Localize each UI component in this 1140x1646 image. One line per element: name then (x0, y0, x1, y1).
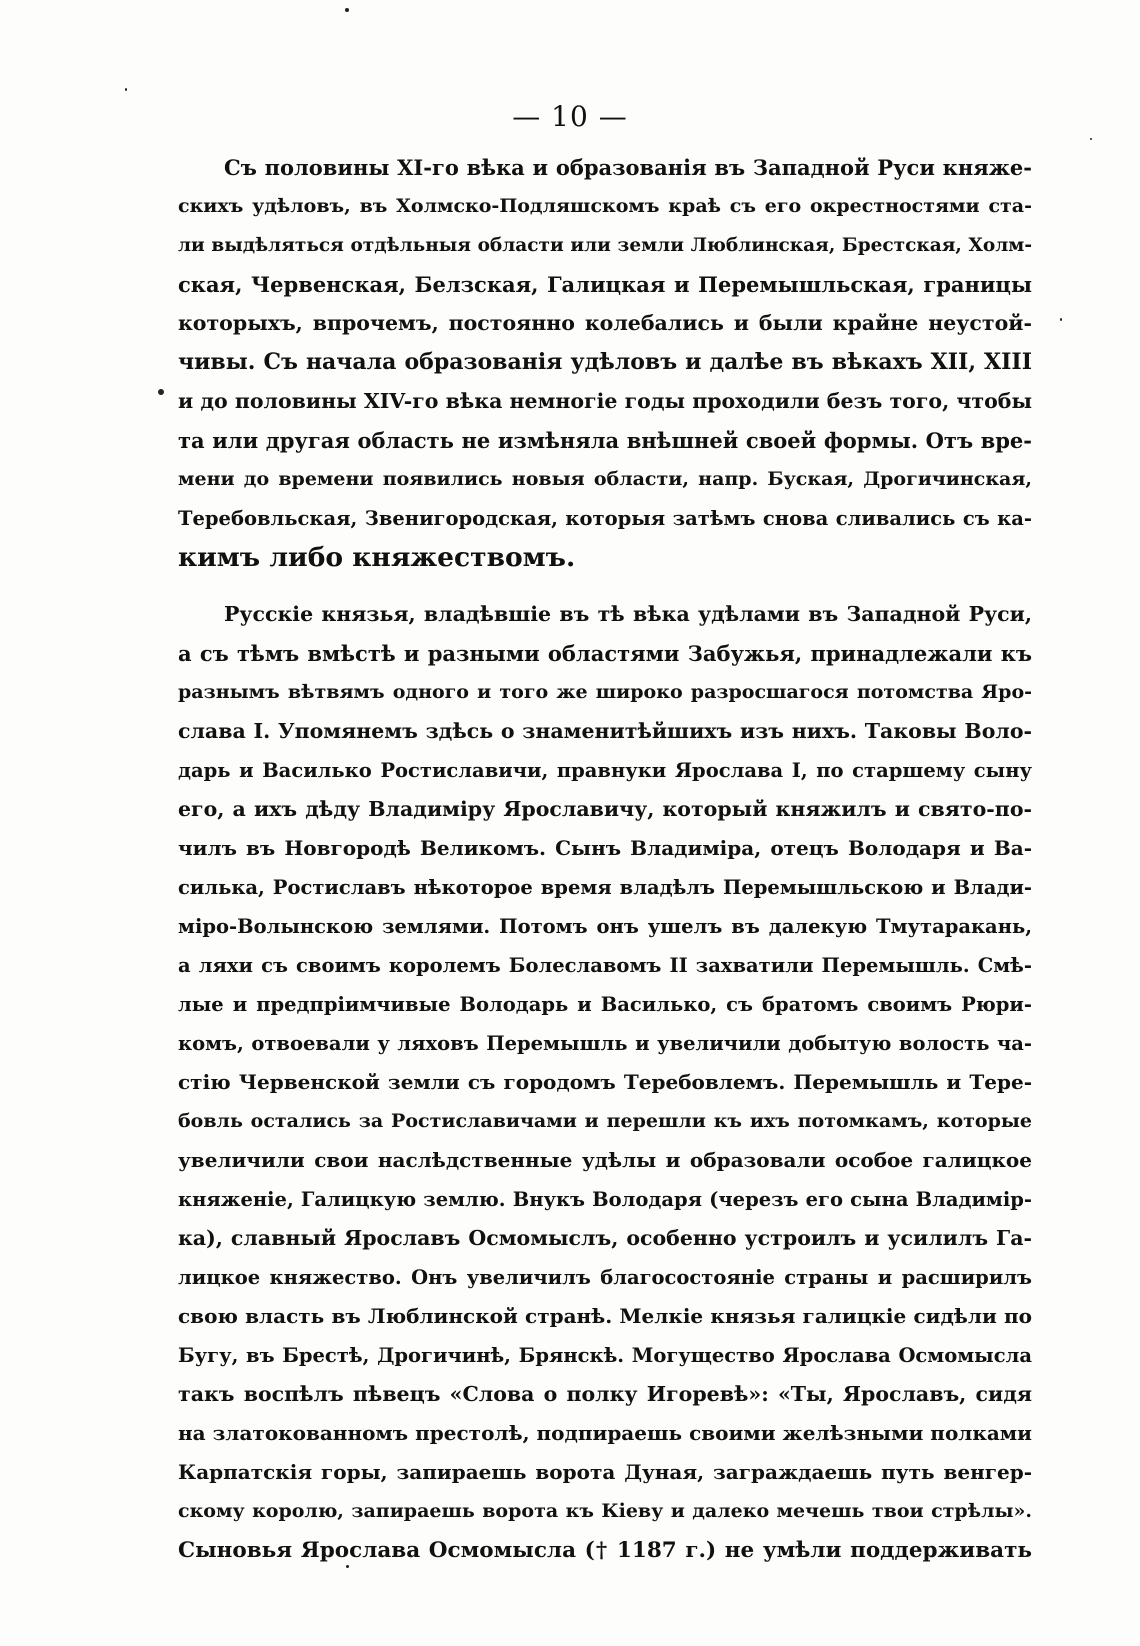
text-line: такъ воспѣлъ пѣвецъ «Слова о полку Игоревѣ»: «Ты, Ярославъ, сидя (178, 1382, 1032, 1406)
text-line: Карпатскія горы, запираешь ворота Дуная, заграждаешь путь венгер- (178, 1460, 1032, 1484)
text-line: ка), славный Ярославъ Осмомыслъ, особенно устроилъ и усилилъ Га- (178, 1226, 1032, 1250)
body-text (178, 148, 1032, 1570)
scan-speck (1060, 318, 1062, 321)
text-line: а ляхи съ своимъ королемъ Болеславомъ II захватили Перемышль. Смѣ- (178, 954, 1032, 977)
text-line: его, а ихъ дѣду Владиміру Ярославичу, который княжилъ и свято-по- (178, 797, 1032, 821)
text-line: чивы. Съ начала образованія удѣловъ и далѣе въ вѣкахъ XII, XIII (178, 349, 1032, 375)
text-line: лые и предпріимчивые Володарь и Василько, съ братомъ своимъ Рюри- (178, 993, 1032, 1016)
text-line: силька, Ростиславъ нѣкоторое время владѣлъ Перемышльскою и Влади- (178, 876, 1032, 899)
text-line: которыхъ, впрочемъ, постоянно колебались и были крайне неустой- (178, 311, 1032, 335)
text-line: комъ, отвоевали у ляховъ Перемышль и увеличили добытую волость ча- (178, 1032, 1032, 1055)
scan-speck (158, 389, 164, 395)
scan-speck (345, 8, 349, 12)
text-line: Съ половины XI-го вѣка и образованія въ Западной Руси княже- (224, 155, 1032, 180)
text-line: слава I. Упомянемъ здѣсь о знаменитѣйшихъ изъ нихъ. Таковы Воло- (178, 719, 1032, 743)
text-line: ская, Червенская, Белзская, Галицкая и Перемышльская, границы (178, 272, 1032, 297)
text-line: Теребовльская, Звенигородская, которыя затѣмъ снова сливались съ ка- (178, 507, 1032, 530)
text-line: Русскіе князья, владѣвшіе въ тѣ вѣка удѣлами въ Западной Руси, (224, 602, 1032, 626)
text-line: лицкое княжество. Онъ увеличилъ благосостояніе страны и расширилъ (178, 1266, 1032, 1289)
text-line: свою власть въ Люблинской странѣ. Мелкіе князья галицкіе сидѣли по (178, 1304, 1032, 1328)
text-line: стію Червенской земли съ городомъ Теребовлемъ. Перемышль и Тере- (178, 1070, 1032, 1094)
text-line: Бугу, въ Брестѣ, Дрогичинѣ, Брянскѣ. Могущество Ярослава Осмомысла (178, 1344, 1032, 1367)
text-line: кимъ либо княжествомъ. (178, 542, 576, 573)
text-line: та или другая область не измѣняла внѣшней своей формы. Отъ вре- (178, 428, 1032, 453)
paragraph (178, 595, 1032, 1570)
text-line: бовль остались за Ростиславичами и перешли къ ихъ потомкамъ, которые (178, 1110, 1032, 1132)
text-line: дарь и Василько Ростиславичи, правнуки Ярослава I, по старшему сыну (178, 759, 1032, 782)
scan-speck (1090, 138, 1092, 140)
text-line: міро-Волынскою землями. Потомъ онъ ушелъ въ далекую Тмутаракань, (178, 915, 1032, 938)
text-line: мени до времени появились новыя области, напр. Буская, Дрогичинская, (178, 468, 1032, 490)
paragraph (178, 148, 1032, 577)
text-line: ли выдѣляться отдѣльныя области или земли Люблинская, Брестская, Холм- (178, 235, 1032, 256)
text-line: чилъ въ Новгородѣ Великомъ. Сынъ Владиміра, отецъ Володаря и Ва- (178, 836, 1032, 860)
scan-speck (125, 88, 127, 91)
page-number: — 10 — (512, 100, 628, 133)
text-line: Сыновья Ярослава Осмомысла († 1187 г.) не умѣли поддерживать (178, 1538, 1032, 1563)
text-line: скихъ удѣловъ, въ Холмско-Подляшскомъ краѣ съ его окрестностями ста- (178, 195, 1032, 217)
text-line: княженіе, Галицкую землю. Внукъ Володаря (черезъ его сына Владимір- (178, 1188, 1032, 1211)
text-line: скому королю, запираешь ворота къ Кіеву и далеко мечешь твои стрѣлы». (178, 1500, 1032, 1522)
text-line: на златокованномъ престолѣ, подпираешь своими желѣзными полками (178, 1421, 1032, 1445)
text-line: увеличили свои наслѣдственные удѣлы и образовали особое галицкое (178, 1148, 1032, 1172)
scan-speck (346, 1565, 349, 1568)
text-line: разнымъ вѣтвямъ одного и того же широко разросшагося потомства Яро- (178, 681, 1032, 703)
text-line: и до половины XIV-го вѣка немногіе годы проходили безъ того, чтобы (178, 389, 1032, 413)
paragraph-gap (178, 577, 1032, 595)
text-line: а съ тѣмъ вмѣстѣ и разными областями Забужья, принадлежали къ (178, 641, 1032, 666)
